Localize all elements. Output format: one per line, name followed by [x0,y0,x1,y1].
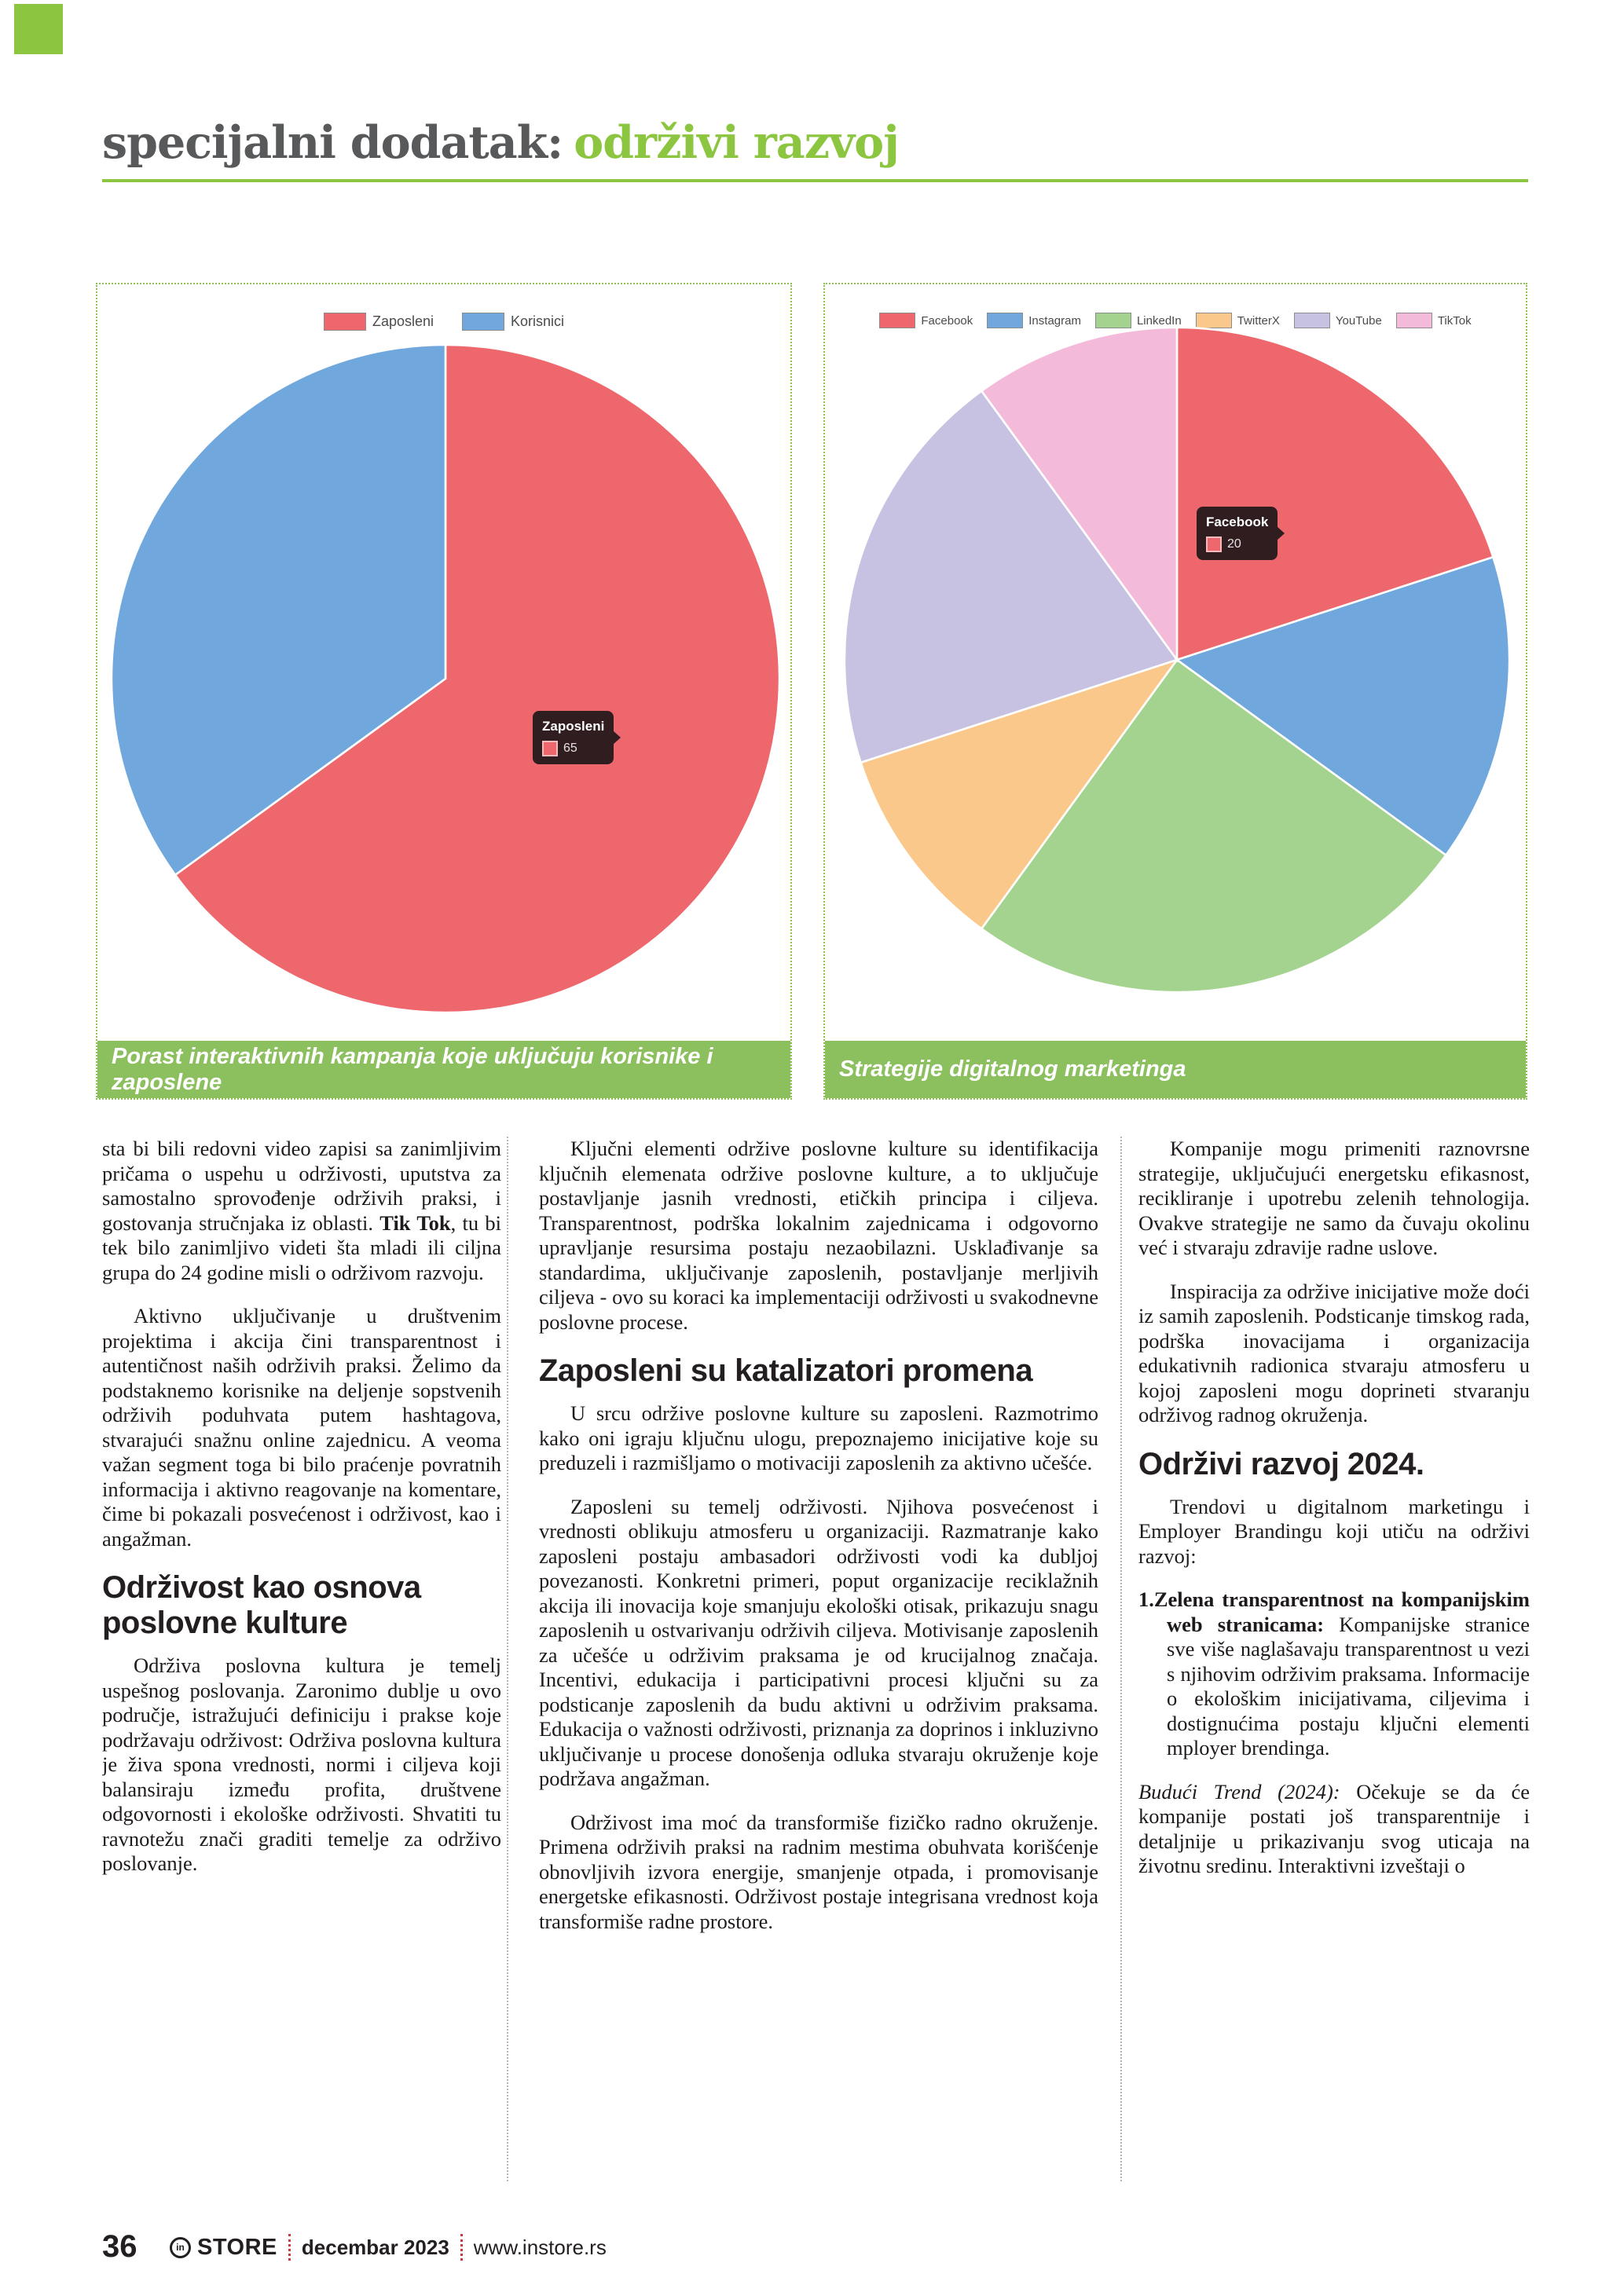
column-divider [507,1137,508,2181]
chart-legend [97,313,790,331]
chart-caption-text: Strategije digitalnog marketinga [839,1056,1186,1082]
tooltip-swatch [1206,536,1222,552]
instore-logo-icon [170,2237,191,2258]
tooltip-label: Facebook [1206,514,1269,529]
paragraph: Budući Trend (2024): Očekuje se da će kompanije postati još transparentnije i detaljnije u prikazivanju svog uticaja na životnu sredinu. Interaktivni izveštaji o [1138,1779,1530,1877]
legend-swatch [462,313,504,331]
tooltip-swatch [542,741,558,756]
paragraph: sta bi bili redovni video zapisi sa zanimljivim pričama o uspehu u održivosti, uputstva za samostalno sprovođenje održivih praksi, i gostovanja stručnjaka iz oblasti. Tik Tok, tu bi tek bilo zanimljivo videti šta mladi ili ciljna grupa do 24 godine misli o održivom razvoju. [102,1137,501,1284]
legend-label: Instagram [1028,313,1081,328]
paragraph: Inspiracija za održive inicijative može doći iz samih zaposlenih. Podsticanje timskog rada, podrška inovacijama i organizacija edukativnih radionica stvaraju atmosferu u kojoj zaposleni mogu doprineti stvaranju održivog radnog okruženja. [1138,1279,1530,1426]
legend-label: TikTok [1437,313,1472,328]
page-number: 36 [102,2229,137,2264]
list-item: 1.Zelena transparentnost na kompanijskim web stranicama: Kompanijske stranice sve više naglašavaju transparentnost u vezi s njihovim održivim praksama. Informacije o ekološkim inicijativama, ciljevima i dostignućima postaju ključni elementi mployer brendinga. [1138,1587,1530,1760]
tooltip-value: 20 [1227,537,1241,551]
tooltip-value: 65 [563,742,577,755]
legend-label: Zaposleni [372,313,434,329]
pie-chart-campaigns [106,339,785,1018]
legend-item-korisnici [462,313,564,331]
column-divider [1120,1137,1122,2181]
chart-panel-digital-marketing [823,283,1527,1100]
footer-divider [460,2234,463,2261]
footer-divider [288,2234,291,2261]
legend-item-zaposleni [324,313,434,331]
page-title-prefix: specijalni dodatak: [102,116,563,169]
text-column-3 [1138,1137,1530,2211]
header-rule [102,179,1528,182]
page-title [102,116,899,169]
logo-monogram: in [176,2242,185,2253]
paragraph: Aktivno uključivanje u društvenim projektima i akcija čini transparentnost i autentičnost naših održivih praksi. Želimo da podstaknemo korisnike na deljenje sopstvenih održivih poduhvata putem hashtagova, stvarajući snažnu online zajednicu. A veoma važan segment toga bi bilo praćenje povratnih informacija i aktivno reagovanje na komentare, čime bi pokazali posvećenost i održivost, kao i angažman. [102,1304,501,1551]
issue-date: decembar 2023 [301,2235,449,2259]
chart-caption [97,1041,790,1098]
text-column-2 [539,1137,1098,2211]
paragraph: Održiva poslovna kultura je temelj uspešnog poslovanja. Zaronimo dublje u ovo područje, istražujući definiciju i prakse koje podržavaju održivost: Održiva poslovna kultura je živa spona vrednosti, normi i ciljeva koji balansiraju između profita, društvene odgovornosti i ekološke održivosti. Shvatiti tu ravnotežu znači graditi temelje za održivo poslovanje. [102,1653,501,1875]
chart-tooltip [1197,507,1278,560]
legend-label: TwitterX [1237,313,1280,328]
paragraph: Održivost ima moć da transformiše fizičko radno okruženje. Primena održivih praksi na radnim mestima obuhvata korišćenje obnovljivih izvora energije, smanjenje otpada, i promovisanje energetske efikasnosti. Održivost postaje integrisana vrednost koja transformiše radne prostore. [539,1810,1098,1933]
legend-label: LinkedIn [1136,313,1182,328]
paragraph: Ključni elementi održive poslovne kulture su identifikacija ključnih elemenata održive poslovne kulture, a to uključuje postavljanje jasnih vrednosti, etičkih principa i ciljeva. Transparentnost, podrška lokalnim zajednicama i odgovorno upravljanje resursima postaju nezaobilazni. Usklađivanje sa standardima, uključivanje zaposlenih, postavljanje merljivih ciljeva - ovo su koraci ka implementaciji održivosti u svakodnevne poslovne procese. [539,1137,1098,1334]
section-heading: Održivost kao osnova poslovne kulture [102,1570,421,1640]
legend-label: YouTube [1335,313,1382,328]
paragraph: Trendovi u digitalnom marketingu i Employer Brandingu koji utiču na održivi razvoj: [1138,1494,1530,1568]
chart-caption-text: Porast interaktivnih kampanja koje uključuju korisnike i zaposlene [112,1043,713,1095]
legend-label: Facebook [921,313,973,328]
page-title-highlight: održivi razvoj [574,116,899,169]
chart-tooltip [533,711,614,764]
legend-swatch [324,313,366,331]
paragraph: Kompanije mogu primeniti raznovrsne strategije, uključujući energetsku efikasnost, recikliranje i upotrebu zelenih tehnologija. Ovakve strategije ne samo da čuvaju okolinu već i stvaraju zdravije radne uslove. [1138,1137,1530,1259]
section-heading: Zaposleni su katalizatori promena [539,1353,1033,1388]
pie-chart-digital-marketing [839,322,1515,998]
page-footer [0,2228,1624,2275]
section-heading: Održivi razvoj 2024. [1138,1446,1424,1481]
legend-label: Korisnici [511,313,565,329]
chart-panel-campaigns [96,283,792,1100]
paragraph: U srcu održive poslovne kulture su zaposleni. Razmotrimo kako oni igraju ključnu ulogu, prepoznajemo inicijative koje su preduzeli i razmišljamo o motivaciji zaposlenih za aktivno učešće. [539,1401,1098,1474]
corner-marker [14,4,63,54]
paragraph: Zaposleni su temelj održivosti. Njihova posvećenost i vrednosti oblikuju atmosferu u organizaciji. Razmatranje kako zaposleni postaju ambasadori održivosti vodi ka dubljoj povezanosti. Konkretni primeri, poput organizacije reciklažnih akcija ili inovacija koje smanjuju ekološki otisak, prikazuju snagu zaposlenih u ostvarivanju održivih ciljeva. Motivisanje zaposlenih za učešće u održivim praksama je od krucijalnog značaja. Incentivi, edukacija i participativni procesi ključni su za podsticanje zaposlenih da budu aktivni u održivim praksama. Edukacija o važnosti održivosti, priznanja za doprinos i inkluzivno uključivanje u procese donošenja odluka stvaraju okruženje koje podržava angažman. [539,1494,1098,1790]
brand-name: STORE [197,2234,277,2260]
tooltip-label: Zaposleni [542,719,605,734]
chart-caption [825,1041,1526,1098]
text-column-1 [102,1137,501,2211]
website-url: www.instore.rs [473,2235,607,2259]
